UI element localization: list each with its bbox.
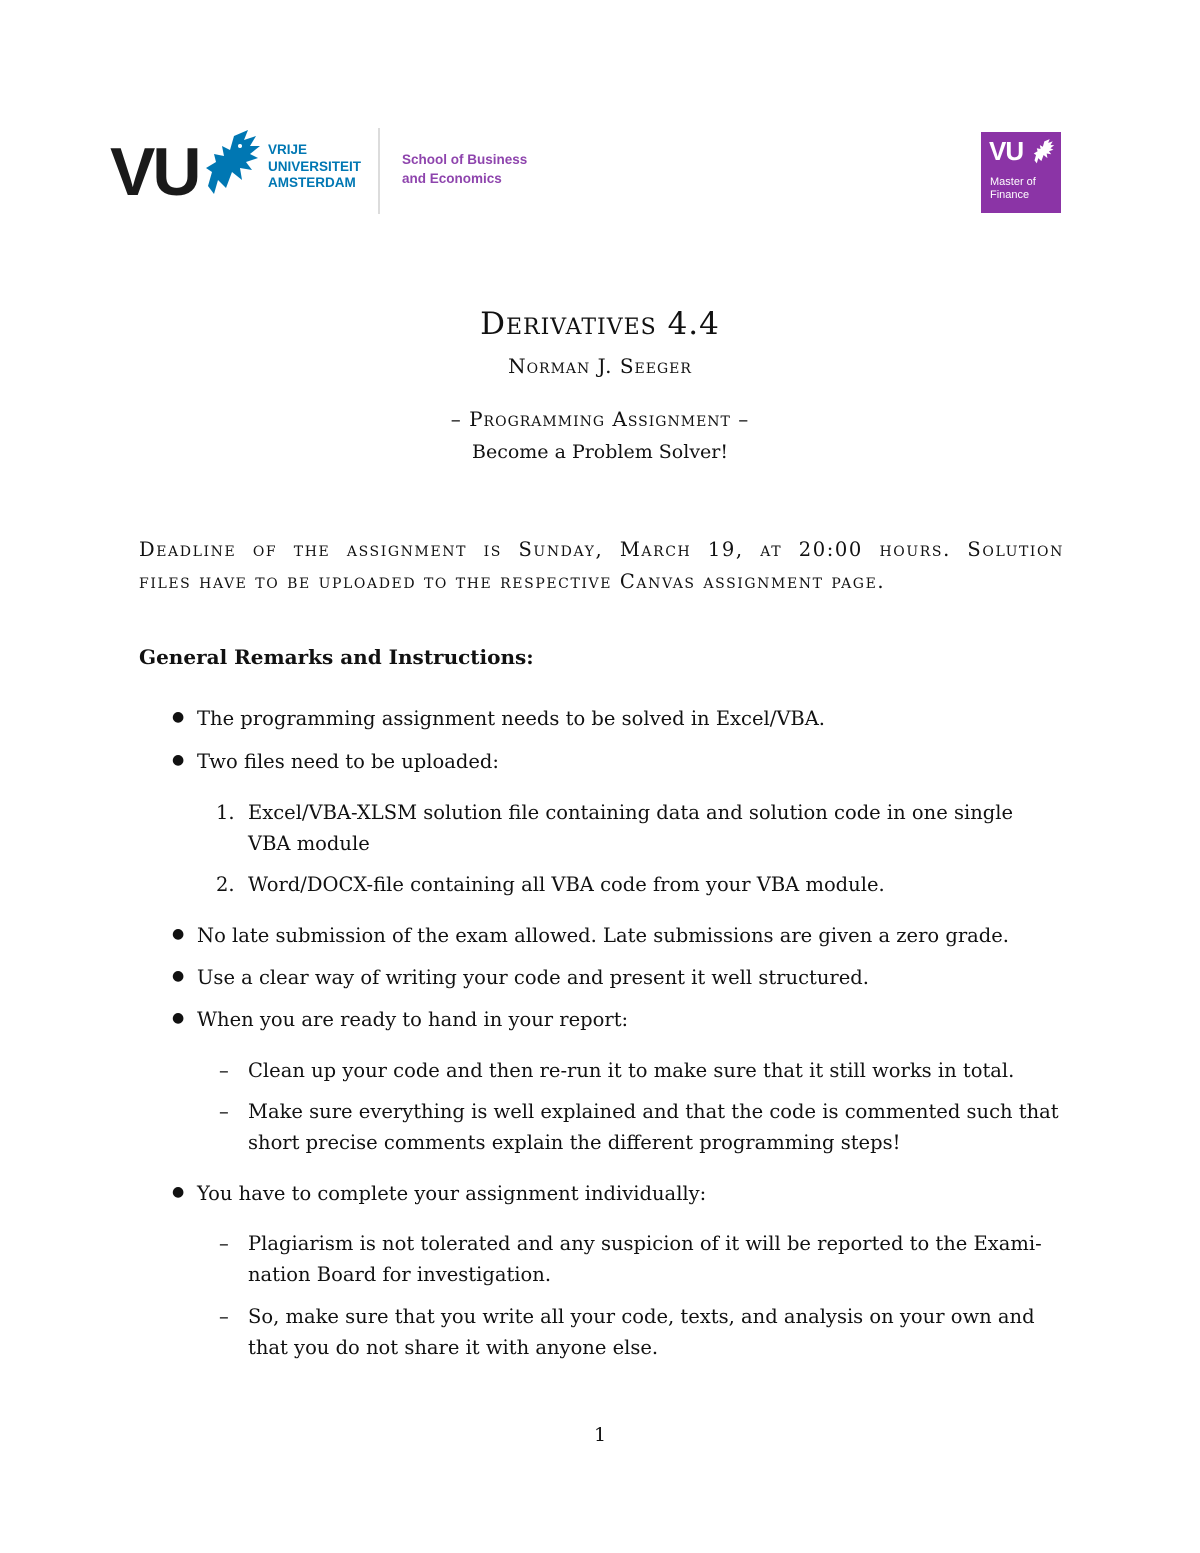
badge-line-1: Master of [990,176,1036,188]
dash-marker: – [219,1305,229,1328]
university-line-2: UNIVERSITEIT [268,158,362,174]
section-heading: General Remarks and Instructions: [139,645,534,669]
sub-item-line-1: Plagiarism is not tolerated and any suspicion of it will be reported to the Exami- [248,1232,1042,1255]
numbered-item [248,797,1063,859]
university-line-3: AMSTERDAM [268,175,356,190]
list-number: 1. [216,801,235,824]
bullet-icon [172,709,184,725]
sub-item [248,1096,1063,1158]
sub-item [248,1301,1063,1363]
school-line-2: and Economics [402,171,502,186]
deadline-paragraph [139,534,1064,598]
sub-item-line-1: So, make sure that you write all your code, texts, and analysis on your own and [248,1305,1035,1328]
deadline-line-1: Deadline of the assignment is Sunday, March 19, at 20:00 hours. Solution [139,538,1064,561]
author-name: Norman J. Seeger [508,354,692,378]
document-subtitle: Become a Problem Solver! [471,441,729,463]
list-item: You have to complete your assignment individually: [197,1182,707,1205]
assignment-type: – Programming Assignment – [450,407,750,431]
sub-item-line-2: short precise comments explain the different programming steps! [248,1131,901,1154]
vu-wordmark: VU [110,134,199,210]
university-name [268,142,361,192]
school-line-1: School of Business [402,152,528,167]
dash-marker: – [219,1100,229,1123]
deadline-line-2: files have to be uploaded to the respective Canvas assignment page. [139,570,886,593]
bullet-icon [172,968,184,984]
dash-marker: – [219,1059,229,1082]
badge-vu-wordmark: VU [989,136,1024,166]
list-item: The programming assignment needs to be solved in Excel/VBA. [197,707,826,730]
university-line-1: VRIJE [268,142,308,157]
list-item: When you are ready to hand in your report: [197,1008,629,1031]
numbered-item: Word/DOCX-file containing all VBA code from your VBA module. [248,873,885,896]
list-item: Use a clear way of writing your code and present it well structured. [197,966,869,989]
bullet-icon [172,926,184,942]
list-item: No late submission of the exam allowed. Late submissions are given a zero grade. [197,924,1010,947]
page-number: 1 [593,1424,607,1446]
vu-university-logo [110,128,380,214]
school-name [402,150,527,188]
numbered-item-line-1: Excel/VBA-XLSM solution file containing data and solution code in one single [248,801,1014,824]
sub-item-line-2: nation Board for investigation. [248,1263,552,1286]
sub-item-line-2: that you do not share it with anyone else. [248,1336,659,1359]
griffin-icon [204,128,262,200]
badge-text [990,176,1036,202]
badge-line-2: Finance [990,189,1030,201]
logo-divider [378,128,380,214]
badge-griffin-icon [1033,138,1055,166]
bullet-icon [172,1184,184,1200]
bullet-icon [172,752,184,768]
numbered-item-line-2: VBA module [248,832,370,855]
list-number: 2. [216,873,235,896]
sub-item [248,1228,1063,1290]
bullet-icon [172,1010,184,1026]
sub-item: Clean up your code and then re-run it to make sure that it still works in total. [248,1059,1015,1082]
dash-marker: – [219,1232,229,1255]
document-title: Derivatives 4.4 [480,306,720,342]
master-of-finance-badge [981,132,1061,213]
list-item: Two files need to be uploaded: [197,750,499,773]
sub-item-line-1: Make sure everything is well explained and that the code is commented such that [248,1100,1059,1123]
